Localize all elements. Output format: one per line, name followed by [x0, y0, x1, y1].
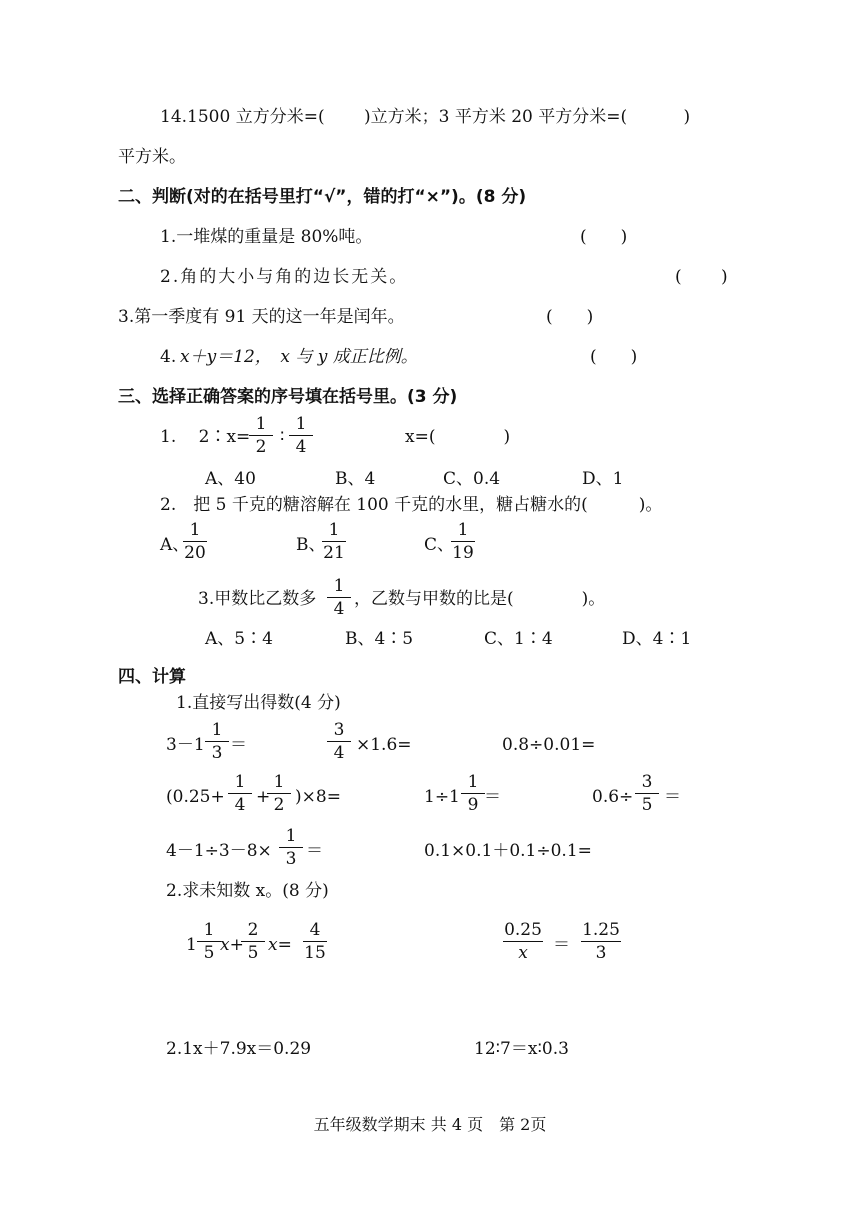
section-3-title: 三、选择正确答案的序号填在括号里。(3 分)	[118, 387, 458, 407]
choice-1: 1. 2∶x=	[160, 427, 251, 447]
fraction-1-21: 1 21	[323, 520, 345, 563]
fraction-third: 1 3	[202, 720, 232, 763]
expr-8: 0.1×0.1＋0.1÷0.1=	[424, 841, 592, 861]
expr-3: 0.8÷0.01=	[502, 735, 596, 755]
fraction-half: 1 2	[246, 414, 276, 457]
eq-1: x+	[220, 935, 244, 955]
expr-4-end: )×8=	[295, 787, 341, 807]
choice-1-colon: ∶	[280, 427, 285, 447]
choice-1-option-c: C、0.4	[443, 469, 501, 489]
eq-4: 12∶7＝x∶0.3	[474, 1039, 569, 1059]
calc-1-title: 1.直接写出得数(4 分)	[176, 693, 341, 713]
expr-4-plus: +	[256, 787, 271, 807]
fraction-third-2: 1 3	[276, 826, 306, 869]
expr-1-eq: ＝	[230, 735, 247, 755]
section-4-title: 四、计算	[118, 667, 186, 687]
choice-2-option-c: C、	[424, 535, 455, 555]
choice-2: 2. 把 5 千克的糖溶解在 100 千克的水里，糖占糖水的( )。	[160, 495, 663, 515]
judge-2: 2.角的大小与角的边长无关。	[160, 267, 409, 287]
page-footer: 五年级数学期末 共 4 页 第 2页	[313, 1115, 547, 1134]
judge-4-paren: ( )	[590, 347, 638, 367]
choice-2-option-b: B、	[296, 535, 326, 555]
choice-3-rest: ，乙数与甲数的比是( )。	[354, 589, 606, 609]
fraction-1-20: 1 20	[184, 520, 206, 563]
choice-3-option-a: A、5∶4	[205, 629, 273, 649]
expr-6: 0.6÷	[592, 787, 634, 807]
fraction-ninth: 1 9	[458, 772, 488, 815]
fraction-four-fifteenths: 4 15	[304, 920, 326, 963]
q14-line2: 平方米。	[118, 147, 186, 167]
fraction-eq-2-right: 1.25 3	[582, 920, 620, 963]
expr-4: (0.25+	[166, 787, 225, 807]
fraction-three-fifths: 3 5	[632, 772, 662, 815]
fraction-half-2: 1 2	[264, 772, 294, 815]
fraction-quarter-3: 1 4	[225, 772, 255, 815]
eq-3: 2.1x＋7.9x＝0.29	[166, 1039, 312, 1059]
expr-5-eq: ＝	[484, 787, 501, 807]
fraction-1-19: 1 19	[452, 520, 474, 563]
eq-2-eq: ＝	[553, 935, 570, 955]
eq-1-whole: 1	[186, 935, 197, 955]
calc-2-title: 2.求未知数 x。(8 分)	[166, 881, 329, 901]
fraction-quarter: 1 4	[286, 414, 316, 457]
choice-1-option-b: B、4	[335, 469, 376, 489]
choice-2-option-a: A、	[160, 535, 190, 555]
choice-1-option-a: A、40	[205, 469, 256, 489]
fraction-fifth: 1 5	[194, 920, 224, 963]
judge-2-paren: ( )	[675, 267, 728, 287]
judge-3: 3.第一季度有 91 天的这一年是闰年。	[118, 307, 405, 327]
expr-1: 3－1	[166, 735, 205, 755]
judge-1: 1.一堆煤的重量是 80%吨。	[160, 227, 373, 247]
fraction-quarter-2: 1 4	[324, 576, 354, 619]
expr-6-eq: ＝	[664, 787, 681, 807]
choice-3: 3.甲数比乙数多	[198, 589, 317, 609]
judge-1-paren: ( )	[580, 227, 628, 247]
choice-1-answer: x=( )	[405, 427, 511, 447]
fraction-three-quarters: 3 4	[324, 720, 354, 763]
choice-3-option-c: C、1∶4	[484, 629, 553, 649]
expr-5: 1÷1	[424, 787, 460, 807]
choice-3-option-d: D、4∶1	[622, 629, 692, 649]
section-2-title: 二、判断(对的在括号里打“√”，错的打“×”)。(8 分)	[118, 187, 527, 207]
expr-2: ×1.6=	[356, 735, 412, 755]
expr-7-eq: ＝	[306, 841, 323, 861]
judge-4: x＋y＝12， x 与 y 成正比例。	[180, 347, 418, 367]
fraction-eq-2-left: 0.25 x	[504, 920, 542, 963]
eq-1-x: x=	[268, 935, 292, 955]
q14-line1: 14.1500 立方分米=( )立方米；3 平方米 20 平方分米=( )	[160, 107, 691, 127]
expr-7: 4－1÷3－8×	[166, 841, 272, 861]
judge-4-num: 4.	[160, 347, 177, 367]
choice-1-option-d: D、1	[582, 469, 624, 489]
choice-3-option-b: B、4∶5	[345, 629, 414, 649]
fraction-two-fifths: 2 5	[238, 920, 268, 963]
judge-3-paren: ( )	[546, 307, 594, 327]
